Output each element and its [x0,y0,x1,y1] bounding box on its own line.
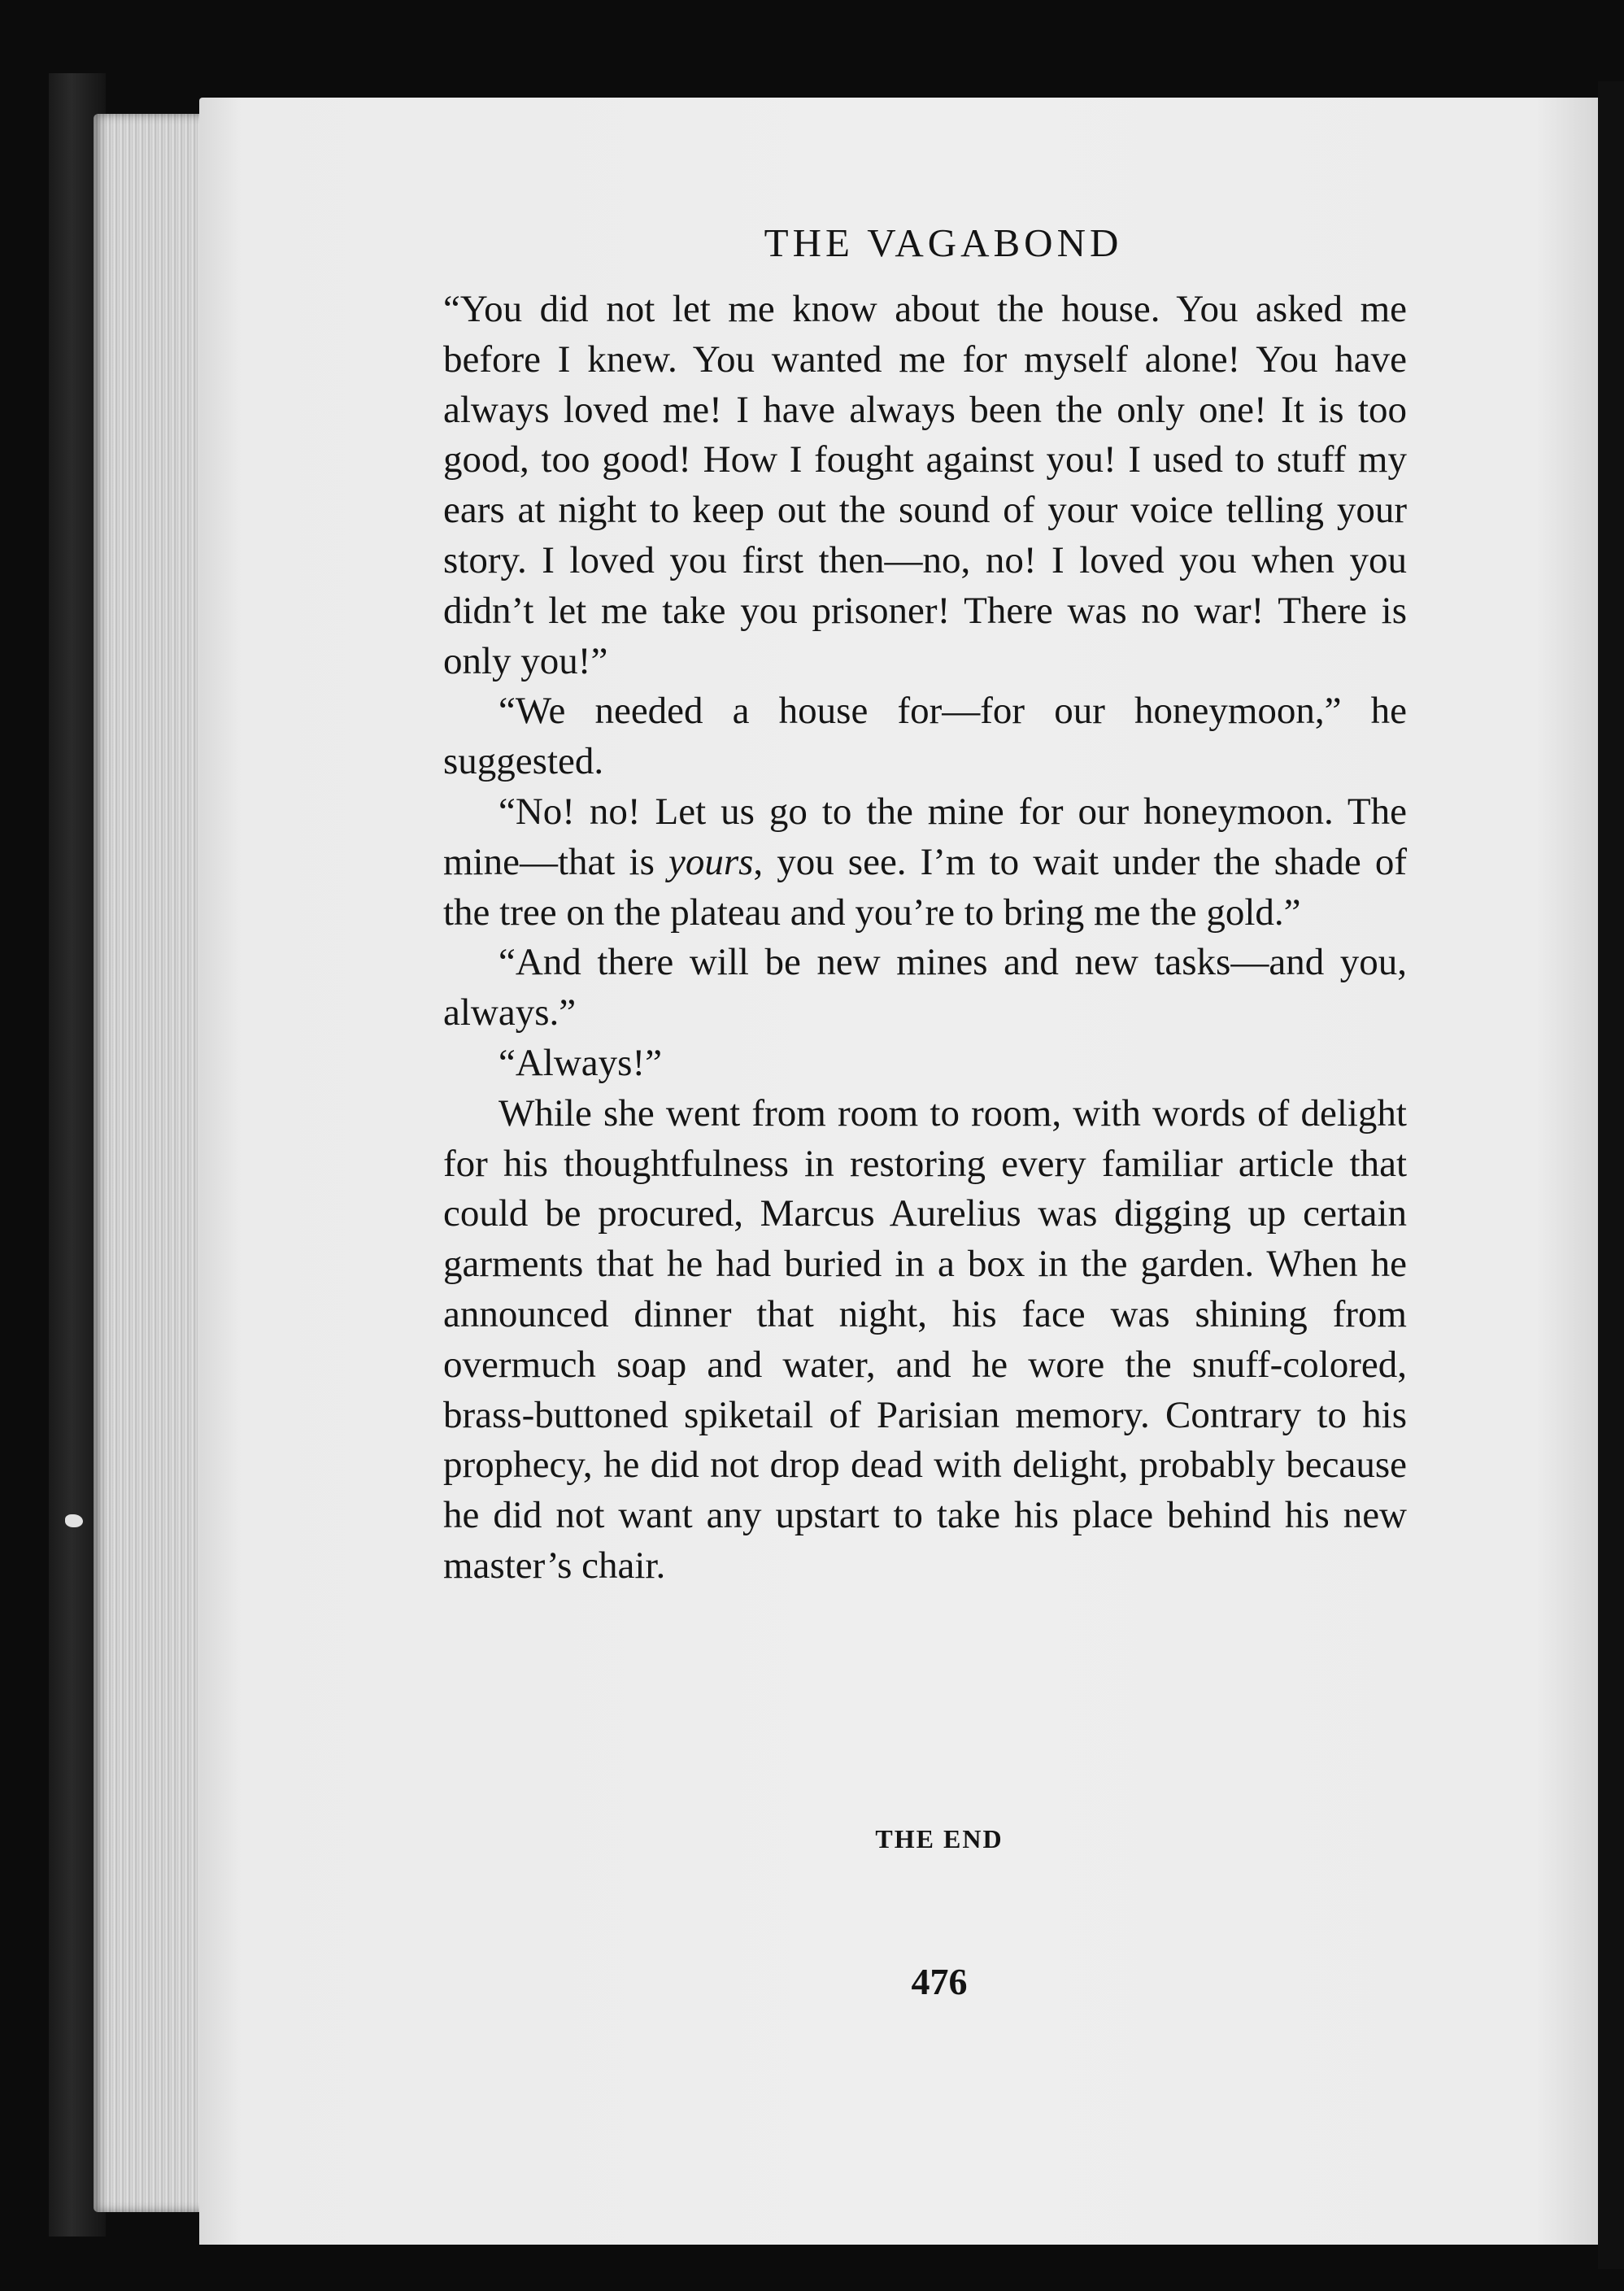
page-edges [94,114,216,2212]
dust-speck [65,1514,83,1527]
right-border [1598,81,1624,2269]
running-head: THE VAGABOND [764,220,1123,265]
paragraph-5: “Always!” [499,1041,662,1084]
paragraph-3 [443,787,1407,938]
body-text [443,285,1407,1592]
paragraph-3-before: “No! no! Let us go to the mine for our honeymoon. The mine—that is [443,790,1407,883]
paragraph-3-after: , you see. I’m to wait under the shade of the tree on the plateau and you’re to bring me the gold.” [443,840,1407,934]
paragraph-6: While she went from room to room, with words of delight for his thoughtfulness in restoring every familiar article that could be procured, Marcus Aurelius was digging up certain garments that he had buried in a box in the garden. When he announced dinner that night, his face was shining from overmuch soap and water, and he wore the snuff-colored, brass-buttoned spiketail of Parisian memory. Contrary to his prophecy, he did not drop dead with delight, probably because he did not want any upstart to take his place behind his new master’s chair. [443,1091,1407,1587]
paragraph-2: “We needed a house for—for our honeymoon,” he suggested. [443,690,1407,783]
the-end: THE END [875,1824,1004,1853]
paragraph-4: “And there will be new mines and new tasks—and you, always.” [443,941,1407,1034]
paragraph-1: “You did not let me know about the house. You asked me before I knew. You wanted me for myself alone! You have always loved me! I have always been the only one! It is too good, too good! How I fought against you! I used to stuff my ears at night to keep out the sound of your voice telling your story. I loved you first then—no, no! I loved you when you didn’t let me take you prisoner! There was no war! There is only you!” [443,288,1407,682]
emphasis-yours: yours [668,840,754,883]
page-number: 476 [911,1961,968,2002]
